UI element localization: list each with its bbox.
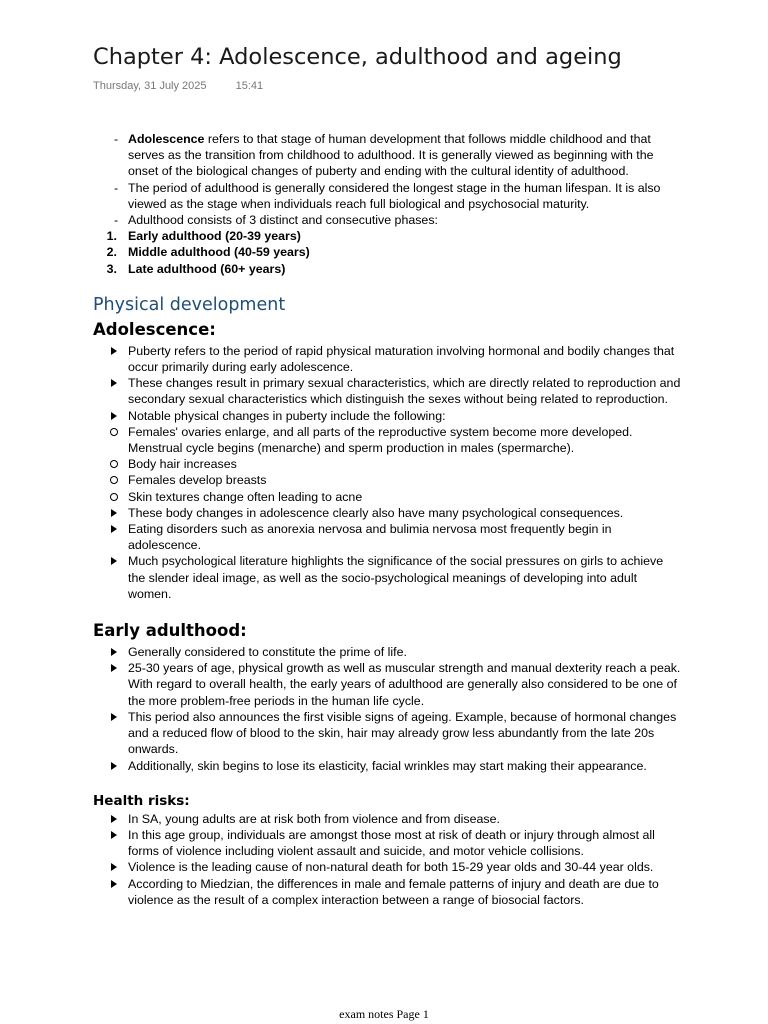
list-item <box>93 489 683 505</box>
item-text: 25-30 years of age, physical growth as well as muscular strength and manual dexterity reach a peak. With regard to overall health, the early years of adulthood are generally also considered to be one of the more problem-free periods in the human life cycle. <box>128 661 681 708</box>
page-title: Chapter 4: Adolescence, adulthood and ageing <box>93 44 622 70</box>
list-item <box>93 644 683 660</box>
phase-item <box>93 228 683 244</box>
list-item <box>93 424 683 456</box>
arrow-bullet-icon <box>111 525 117 533</box>
arrow-bullet-icon <box>111 379 117 387</box>
list-item <box>93 827 683 859</box>
arrow-bullet-icon <box>111 713 117 721</box>
health-risks-heading: Health risks: <box>93 792 190 809</box>
list-item <box>93 758 683 774</box>
list-item <box>93 876 683 908</box>
list-item <box>93 811 683 827</box>
item-text: In SA, young adults are at risk both from violence and from disease. <box>128 811 500 826</box>
arrow-bullet-icon <box>111 664 117 672</box>
item-text: These changes result in primary sexual characteristics, which are directly related to reproduction and secondary sexual characteristics which distinguish the sexes without being related to reproduction. <box>128 376 681 407</box>
item-text: Females develop breasts <box>128 473 267 488</box>
item-text: Violence is the leading cause of non-natural death for both 15-29 year olds and 30-44 year olds. <box>128 860 654 875</box>
item-text: In this age group, individuals are amongst those most at risk of death or injury through almost all forms of violence including violent assault and suicide, and motor vehicle collisions. <box>128 827 655 859</box>
phase-item <box>93 244 683 260</box>
arrow-bullet-icon <box>111 648 117 656</box>
phase-label: Early adulthood (20-39 years) <box>128 229 301 244</box>
item-text: These body changes in adolescence clearly also have many psychological consequences. <box>128 505 624 520</box>
item-text: Additionally, skin begins to lose its elasticity, facial wrinkles may start making their appearance. <box>128 758 647 773</box>
arrow-bullet-icon <box>111 831 117 839</box>
dash-marker: - <box>114 180 119 195</box>
phase-number: 2. <box>106 245 117 260</box>
circle-bullet-icon <box>110 476 118 484</box>
list-item <box>93 180 683 212</box>
arrow-bullet-icon <box>111 762 117 770</box>
page-date: Thursday, 31 July 2025 <box>93 80 207 92</box>
item-text: According to Miedzian, the differences in male and female patterns of injury and death are due to violence as the result of a complex interaction between a range of biosocial factors. <box>128 876 659 907</box>
page-time: 15:41 <box>235 80 264 92</box>
item-text: Much psychological literature highlights the significance of the social pressures on girls to achieve the slender ideal image, as well as the socio-psychological meanings of developing into adult women. <box>128 554 664 601</box>
list-item <box>93 709 683 758</box>
item-text: Notable physical changes in puberty include the following: <box>128 408 446 423</box>
arrow-bullet-icon <box>111 557 117 565</box>
adolescence-list <box>93 343 683 602</box>
list-item <box>93 505 683 521</box>
phase-label: Middle adulthood (40-59 years) <box>128 245 310 260</box>
list-item <box>93 408 683 424</box>
dash-marker: - <box>114 213 119 228</box>
list-item <box>93 343 683 375</box>
item-text: refers to that stage of human development that follows middle childhood and that serves as the transition from childhood to adulthood. It is generally viewed as beginning with the onset of the biological changes of puberty and ending with the cultural identity of adulthood. <box>128 132 654 179</box>
arrow-bullet-icon <box>111 880 117 888</box>
item-text: Body hair increases <box>128 457 237 472</box>
circle-bullet-icon <box>110 493 118 501</box>
adolescence-heading: Adolescence: <box>93 319 216 339</box>
item-text: This period also announces the first visible signs of ageing. Example, because of hormonal changes and a reduced flow of blood to the skin, hair may already grow less abundantly from the late 20s onwards. <box>128 709 677 757</box>
page-meta <box>93 78 263 94</box>
dash-marker: - <box>114 132 119 146</box>
phases-list <box>93 228 683 277</box>
item-text: Females' ovaries enlarge, and all parts of the reproductive system become more developed. Menstrual cycle begins (menarche) and sperm production in males (spermarche). <box>128 424 633 456</box>
list-item <box>93 131 683 180</box>
phase-label: Late adulthood (60+ years) <box>128 261 286 276</box>
list-item <box>93 456 683 472</box>
early-adulthood-heading: Early adulthood: <box>93 621 247 641</box>
list-item <box>93 375 683 407</box>
list-item <box>93 553 683 602</box>
circle-bullet-icon <box>110 428 118 436</box>
item-text: Adulthood consists of 3 distinct and consecutive phases: <box>128 213 438 228</box>
early-adulthood-list <box>93 644 683 774</box>
keyword-adolescence: Adolescence <box>128 132 205 146</box>
phase-item <box>93 261 683 277</box>
list-item <box>93 472 683 488</box>
arrow-bullet-icon <box>111 815 117 823</box>
arrow-bullet-icon <box>111 412 117 420</box>
item-text: Eating disorders such as anorexia nervosa and bulimia nervosa most frequently begin in adolescence. <box>128 522 612 553</box>
list-item <box>93 521 683 553</box>
phase-number: 3. <box>106 261 117 276</box>
item-text: Puberty refers to the period of rapid physical maturation involving hormonal and bodily changes that occur primarily during early adolescence. <box>128 343 675 375</box>
list-item <box>93 660 683 709</box>
phase-number: 1. <box>106 229 117 244</box>
arrow-bullet-icon <box>111 347 117 355</box>
health-risks-list <box>93 811 683 908</box>
page-footer: exam notes Page 1 <box>339 1007 429 1021</box>
physical-development-heading: Physical development <box>93 294 286 315</box>
note-content <box>93 131 683 908</box>
circle-bullet-icon <box>110 460 118 468</box>
item-text: The period of adulthood is generally considered the longest stage in the human lifespan. It is also viewed as the stage when individuals reach full biological and psychosocial maturity. <box>128 180 661 211</box>
list-item <box>93 859 683 875</box>
list-item <box>93 212 683 228</box>
item-text: Skin textures change often leading to acne <box>128 489 363 504</box>
arrow-bullet-icon <box>111 863 117 871</box>
intro-list <box>93 131 683 228</box>
item-text: Generally considered to constitute the prime of life. <box>128 645 407 660</box>
arrow-bullet-icon <box>111 509 117 517</box>
